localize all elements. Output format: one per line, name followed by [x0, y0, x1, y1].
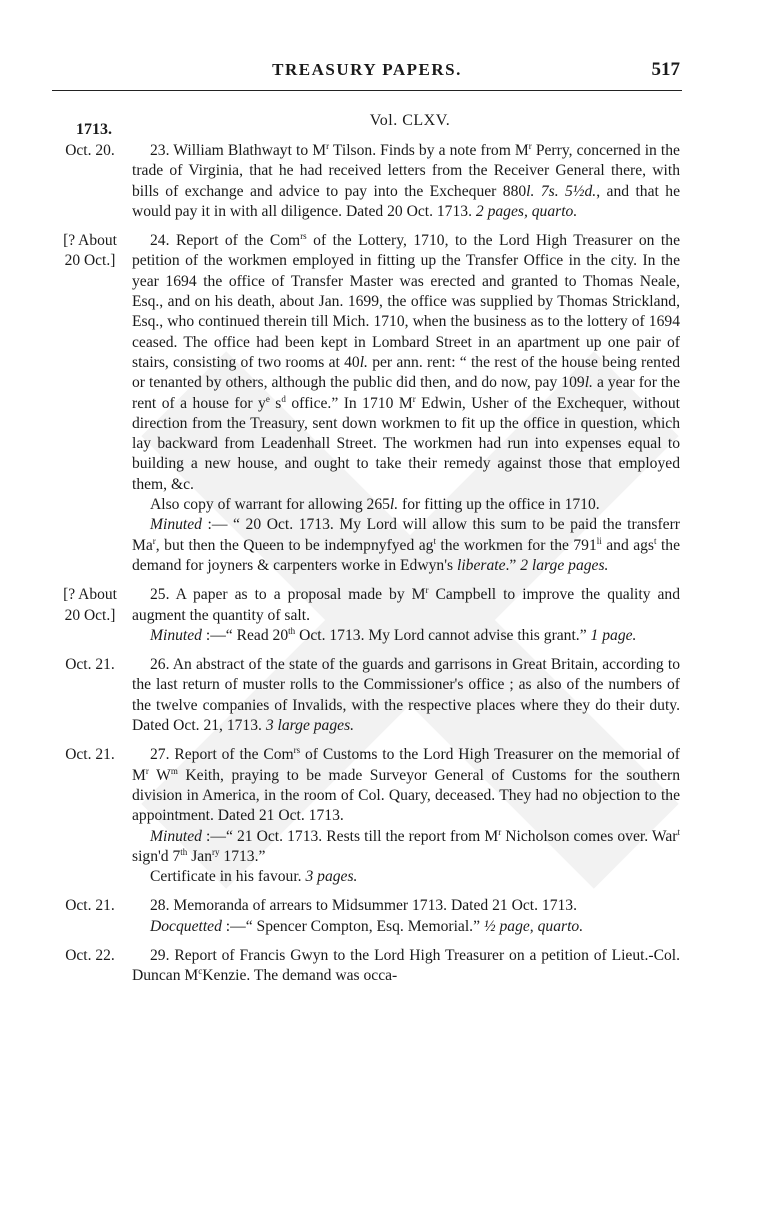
entry-date: [? About 20 Oct.] [63, 232, 117, 270]
italic-text: 3 large pages. [265, 717, 355, 735]
text-run: for fitting up the office in 1710. [398, 496, 600, 514]
text-run: a year for the rent of a house for y [132, 374, 680, 412]
entry [48, 585, 688, 646]
text-run: :—“ Read 20 [201, 626, 289, 644]
superscript-text: m [170, 765, 178, 776]
superscript-text: r [326, 141, 330, 151]
text-run: 28. Memoranda of arrears to Midsummer 1713. Dated 21 Oct. 1713. [150, 897, 577, 915]
superscript-text: r [498, 826, 502, 837]
entry-body [132, 231, 680, 576]
entry [48, 141, 688, 222]
entry-body [132, 745, 680, 887]
text-run: W [148, 766, 171, 784]
superscript-text: li [596, 535, 602, 546]
italic-text: 2 large pages. [520, 556, 609, 574]
italic-text: Minuted [150, 626, 202, 644]
text-run: 24. Report of the Com [150, 232, 301, 250]
text-run: 25. A paper as to a proposal made by M [150, 586, 426, 604]
entry-minute [132, 917, 680, 937]
entry [48, 896, 688, 937]
text-run: :— “ 20 Oct. 1713. My Lord will allow this sum to be paid the transferr Ma [132, 516, 680, 554]
entry-body [132, 585, 680, 646]
entry-paragraph [132, 231, 680, 495]
text-run: Tilson. Finds by a note from M [329, 142, 529, 159]
text-run: 1713.” [219, 847, 266, 865]
italic-text: liberate [457, 556, 506, 574]
italic-text: l. 7s. 5½d. [526, 182, 597, 200]
superscript-text: t [677, 826, 680, 837]
text-run: 26. An abstract of the state of the guards and garrisons in Great Britain, according to the last return of muster rolls to the Commissioner's office ; as also of the numbers of the twelve companies of Invalids, with the respective places where they do their duty. Dated Oct. 21, 1713. [132, 656, 680, 735]
entry-minute [132, 626, 680, 646]
entry-date: Oct. 21. [65, 746, 115, 764]
text-run: per ann. rent: “ the rest of the house being rented or tenanted by others, although the public did then, and do now, pay 109 [132, 353, 681, 392]
entry-body [132, 141, 680, 222]
entry-paragraph [132, 585, 680, 626]
entry-paragraph [132, 655, 680, 736]
superscript-text: r [145, 765, 149, 776]
superscript-text: r [152, 535, 156, 546]
italic-text: Minuted [150, 516, 202, 534]
entry-body [132, 896, 680, 937]
text-run: s [269, 394, 282, 412]
text-run: of the Lottery, 1710, to the Lord High Treasurer on the petition of the workmen employed in fitting up the Transfer Office in the city. In the year 1694 the office of Transfer Master was erected and granted to Thomas Neale, Esq., and on his death, about Jan. 1699, the office was supplied by Thomas Strickland, Esq., who continued therein till Mich. 1710, when the business as to the lottery of 1694 ceased. The office had been kept in Lombard Street in an apartment up one pair of stairs, consisting of two rooms at 40 [132, 232, 680, 371]
entry-date: Oct. 21. [65, 897, 115, 915]
italic-text: 2 pages, quarto. [475, 202, 578, 220]
entry [48, 946, 688, 987]
superscript-text: ry [212, 846, 220, 857]
text-run: Nicholson comes over. War [501, 827, 678, 845]
text-run: Edwin, Usher of the Exchequer, without direction from the Treasury, sent down workmen to fit up the office in question, which lay backward from Leadenhall Street. The workmen had run into expenses equal to building a new house, and ought to take their remedy against those that employed them, &c. [132, 394, 680, 493]
superscript-text: e [265, 393, 270, 404]
superscript-text: t [433, 535, 436, 546]
entry-minute [132, 867, 680, 887]
entry-date: [? About 20 Oct.] [63, 586, 117, 624]
text-run: 27. Report of the Com [150, 746, 294, 764]
italic-text: Docquetted [150, 917, 222, 935]
text-run: Keith, praying to be made Surveyor General of Customs for the southern division in America, in the room of Col. Quary, deceased. They had no objection to the appointment. Dated 21 Oct. 1713. [132, 766, 680, 825]
text-run: of Customs to the Lord High Treasurer on the memorial of M [132, 746, 680, 784]
entry-date: Oct. 20. [65, 142, 115, 159]
italic-text: l. [389, 496, 399, 514]
text-run: :—“ Spencer Compton, Esq. Memorial.” [221, 917, 484, 935]
italic-text: ½ page, quarto. [483, 917, 584, 935]
superscript-text: c [198, 966, 203, 977]
text-run: 29. Report of Francis Gwyn to the Lord High Treasurer on a petition of Lieut.-Col. Duncan M [132, 946, 680, 985]
text-run: Campbell to improve the quality and augment the quantity of salt. [132, 586, 681, 624]
superscript-text: r [412, 393, 416, 404]
entry-paragraph [132, 495, 680, 515]
italic-text: l. [584, 374, 593, 392]
entry [48, 231, 688, 576]
text-run: , and that he would pay it in with all diligence. Dated 20 Oct. 1713. [132, 182, 680, 220]
entry-minute [132, 515, 680, 576]
italic-text: l. [359, 353, 368, 371]
text-run: Jan [187, 847, 212, 865]
text-run: Oct. 1713. My Lord cannot advise this grant.” [295, 626, 591, 644]
superscript-text: r [425, 585, 429, 596]
entries-list [48, 141, 688, 996]
italic-text: 1 page. [590, 626, 637, 644]
entry-body [132, 946, 680, 987]
superscript-text: t [653, 535, 657, 546]
entry-date: Oct. 22. [65, 946, 115, 964]
superscript-text: rs [293, 745, 301, 756]
text-run: Kenzie. The demand was occa- [202, 967, 398, 985]
entry-paragraph [132, 946, 680, 987]
running-title: TREASURY PAPERS. [272, 60, 462, 79]
superscript-text: r [528, 141, 532, 151]
text-run: sign'd 7 [132, 847, 181, 865]
text-run: the demand for joyners & carpenters worke in Edwyn's [132, 536, 680, 574]
text-run: Certificate in his favour. [150, 868, 306, 886]
superscript-text: d [281, 393, 286, 404]
text-run: office.” In 1710 M [285, 394, 413, 412]
text-run: 23. William Blathwayt to M [150, 142, 327, 159]
volume-heading: Vol. CLXV. [369, 112, 451, 129]
superscript-text: rs [300, 231, 307, 242]
entry [48, 655, 688, 736]
italic-text: Minuted [150, 827, 202, 845]
text-run: Also copy of warrant for allowing 265 [150, 496, 390, 514]
page-number: 517 [651, 59, 680, 80]
superscript-text: th [288, 625, 296, 636]
entry-paragraph [132, 745, 680, 826]
entry-paragraph [132, 896, 680, 916]
entry-body [132, 655, 680, 736]
page-header [52, 60, 682, 91]
entry [48, 745, 688, 887]
text-run: the workmen for the 791 [435, 536, 597, 554]
entry-date: Oct. 21. [65, 656, 115, 674]
entry-minute [132, 827, 680, 868]
text-run: .” [505, 556, 521, 574]
text-run: Perry, concerned in the trade of Virginia, that he had received letters from the Receiver General there, with bills of exchange and advice to pay into the Exchequer 880 [132, 142, 680, 200]
superscript-text: th [180, 846, 188, 857]
italic-text: 3 pages. [305, 868, 358, 886]
text-run: :—“ 21 Oct. 1713. Rests till the report from M [201, 827, 499, 845]
text-run: and ags [601, 536, 654, 554]
text-run: , but then the Queen to be indempnyfyed ag [155, 536, 434, 554]
entry-paragraph [132, 141, 680, 222]
year-label: 1713. [76, 121, 112, 138]
